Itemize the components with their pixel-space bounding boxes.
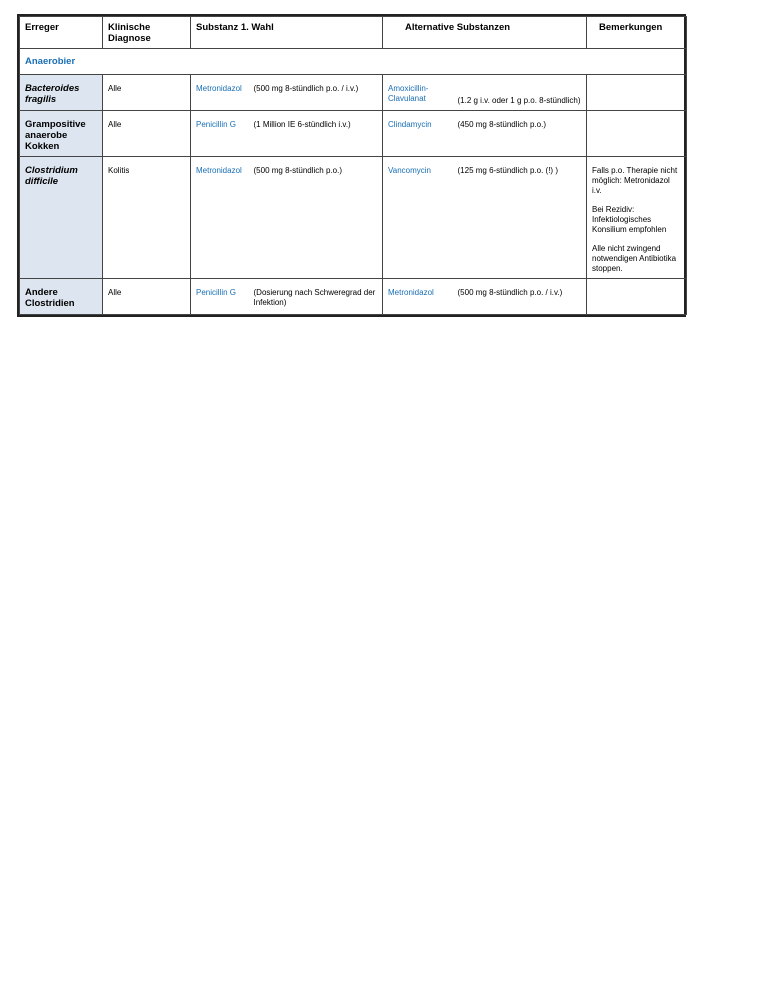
first-choice-dose: (500 mg 8-stündlich p.o. / i.v.): [249, 75, 383, 111]
table-row: [20, 75, 687, 111]
first-choice-dose: (500 mg 8-stündlich p.o.): [249, 157, 383, 279]
table-row: [20, 111, 687, 157]
diagnosis-cell: Kolitis: [103, 157, 191, 279]
header-row: [20, 17, 687, 49]
organism-cell: Grampositive anaerobe Kokken: [20, 111, 103, 157]
remarks-cell: [587, 111, 687, 157]
remarks-cell: [587, 75, 687, 111]
remarks-cell: [587, 279, 687, 315]
remark-text: Falls p.o. Therapie nicht möglich: Metronidazol i.v.: [592, 166, 678, 195]
diagnosis-cell: Alle: [103, 111, 191, 157]
organism-cell: Bacteroides fragilis: [20, 75, 103, 111]
remarks-cell: [587, 157, 687, 279]
remark-text: Alle nicht zwingend notwendigen Antibiotika stoppen.: [592, 244, 677, 273]
first-choice-drug: Penicillin G: [191, 111, 249, 157]
antibiotic-table-frame: [17, 14, 686, 317]
alternative-drug: Vancomycin: [383, 157, 453, 279]
alternative-drug: Clindamycin: [383, 111, 453, 157]
diagnosis-cell: Alle: [103, 279, 191, 315]
header-alternative-substanzen: Alternative Substanzen: [383, 17, 587, 49]
header-erreger: Erreger: [20, 17, 103, 49]
section-row: [20, 49, 687, 75]
header-bemerkungen: Bemerkungen: [587, 17, 687, 49]
header-substanz-1-wahl: Substanz 1. Wahl: [191, 17, 383, 49]
alternative-drug: Metronidazol: [383, 279, 453, 315]
header-klinische-diagnose: Klinische Diagnose: [103, 17, 191, 49]
alternative-dose: (1.2 g i.v. oder 1 g p.o. 8-stündlich): [453, 75, 587, 111]
section-cell: [20, 49, 687, 75]
section-title: Anaerobier: [25, 56, 76, 67]
organism-cell: Clostridium difficile: [20, 157, 103, 279]
remark-text: Bei Rezidiv: Infektiologisches Konsilium empfohlen: [592, 205, 667, 234]
diagnosis-cell: Alle: [103, 75, 191, 111]
first-choice-drug: Penicillin G: [191, 279, 249, 315]
antibiotic-table: [19, 16, 687, 315]
alternative-dose: (125 mg 6-stündlich p.o. (!) ): [453, 157, 587, 279]
first-choice-dose: (Dosierung nach Schweregrad der Infektion): [249, 279, 383, 315]
table-row: [20, 279, 687, 315]
first-choice-drug: Metronidazol: [191, 157, 249, 279]
alternative-dose: (500 mg 8-stündlich p.o. / i.v.): [453, 279, 587, 315]
alternative-dose: (450 mg 8-stündlich p.o.): [453, 111, 587, 157]
first-choice-drug: Metronidazol: [191, 75, 249, 111]
first-choice-dose: (1 Million IE 6-stündlich i.v.): [249, 111, 383, 157]
organism-cell: Andere Clostridien: [20, 279, 103, 315]
alternative-drug: Amoxicillin-Clavulanat: [383, 75, 453, 111]
table-row: [20, 157, 687, 279]
